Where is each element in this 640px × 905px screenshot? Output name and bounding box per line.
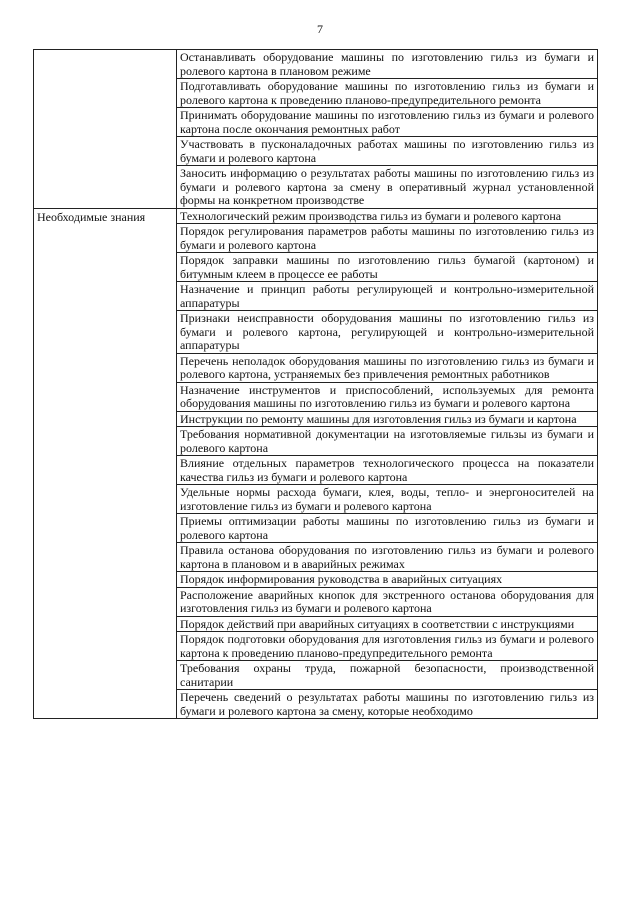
row-item-text: Удельные нормы расхода бумаги, клея, воды, тепло- и энергоносителей на изготовление гильз из бумаги и ролевого картона — [177, 485, 598, 514]
row-item-text: Порядок действий при аварийных ситуациях в соответствии с инструкциями — [177, 616, 598, 632]
row-item-text: Требования охраны труда, пожарной безопасности, производственной санитарии — [177, 661, 598, 690]
row-item-text: Требования нормативной документации на изготовляемые гильзы из бумаги и ролевого картона — [177, 427, 598, 456]
page-number: 7 — [317, 22, 323, 36]
table-row — [34, 208, 598, 224]
table-row — [34, 50, 598, 79]
row-item-text: Принимать оборудование машины по изготовлению гильз из бумаги и ролевого картона после окончания ремонтных работ — [177, 108, 598, 137]
row-item-text: Инструкции по ремонту машины для изготовления гильз из бумаги и картона — [177, 411, 598, 427]
row-item-text: Влияние отдельных параметров технологического процесса на показатели качества гильз из бумаги и ролевого картона — [177, 456, 598, 485]
row-item-text: Перечень сведений о результатах работы машины по изготовлению гильз из бумаги и ролевого картона за смену, которые необходимо — [177, 690, 598, 719]
row-item-text: Назначение и принцип работы регулирующей и контрольно-измерительной аппаратуры — [177, 282, 598, 311]
row-item-text: Признаки неисправности оборудования машины по изготовлению гильз из бумаги и ролевого картона, регулирующей и контрольно-измерительной аппаратуры — [177, 311, 598, 354]
row-item-text: Заносить информацию о результатах работы машины по изготовлению гильз из бумаги и ролевого картона за смену в оперативный журнал установленной формы на конкретном производстве — [177, 166, 598, 209]
row-item-text: Участвовать в пусконаладочных работах машины по изготовлению гильз из бумаги и ролевого картона — [177, 137, 598, 166]
row-item-text: Технологический режим производства гильз из бумаги и ролевого картона — [177, 208, 598, 224]
row-item-text: Порядок подготовки оборудования для изготовления гильз из бумаги и ролевого картона к проведению планово-предупредительного ремонта — [177, 632, 598, 661]
row-item-text: Порядок регулирования параметров работы машины по изготовлению гильз из бумаги и ролевого картона — [177, 224, 598, 253]
row-item-text: Назначение инструментов и приспособлений, используемых для ремонта оборудования машины по изготовлению гильз из бумаги и ролевого картона — [177, 382, 598, 411]
row-item-text: Подготавливать оборудование машины по изготовлению гильз из бумаги и ролевого картона к проведению планово-предупредительного ремонта — [177, 79, 598, 108]
row-item-text: Останавливать оборудование машины по изготовлению гильз из бумаги и ролевого картона в плановом режиме — [177, 50, 598, 79]
row-item-text: Расположение аварийных кнопок для экстренного останова оборудования для изготовления гильз из бумаги и ролевого картона — [177, 587, 598, 616]
row-item-text: Приемы оптимизации работы машины по изготовлению гильз из бумаги и ролевого картона — [177, 514, 598, 543]
competency-table — [33, 49, 598, 719]
row-item-text: Правила останова оборудования по изготовлению гильз из бумаги и ролевого картона в плановом и в аварийных режимах — [177, 543, 598, 572]
table-body — [34, 50, 598, 719]
row-item-text: Перечень неполадок оборудования машины по изготовлению гильз из бумаги и ролевого картона, устраняемых без привлечения ремонтных работников — [177, 353, 598, 382]
row-item-text: Порядок информирования руководства в аварийных ситуациях — [177, 572, 598, 588]
row-item-text: Порядок заправки машины по изготовлению гильз бумагой (картоном) и битумным клеем в процессе ее работы — [177, 253, 598, 282]
row-category-label — [34, 50, 177, 209]
row-category-label: Необходимые знания — [34, 208, 177, 719]
